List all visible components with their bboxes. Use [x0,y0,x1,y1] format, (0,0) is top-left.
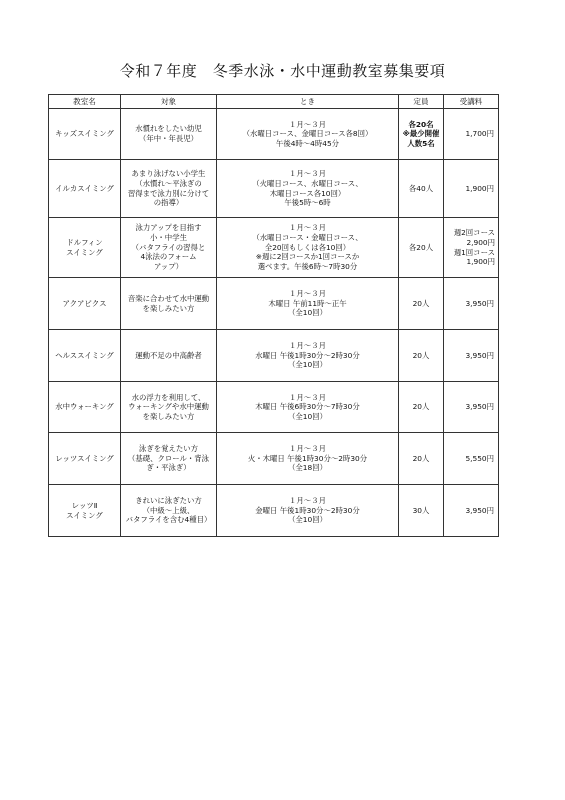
class-name-cell: 水中ウォーキング [49,382,121,433]
fee-cell: 1,700円 [444,109,499,160]
capacity-cell: 各20名 ※最少開催 人数5名 [399,109,444,160]
fee-cell: 3,950円 [444,485,499,537]
fee-cell: 3,950円 [444,382,499,433]
capacity-cell: 20人 [399,433,444,485]
fee-cell: 3,950円 [444,278,499,330]
target-cell: 音楽に合わせて水中運動 を楽しみたい方 [121,278,217,330]
class-name-cell: アクアビクス [49,278,121,330]
class-name-cell: ドルフィン スイミング [49,218,121,278]
table-row [49,218,499,278]
fee-cell: 週2回コース 2,900円 週1回コース 1,900円 [444,218,499,278]
header-class-name: 教室名 [49,95,121,109]
time-cell: １月～３月 火・木曜日 午後1時30分～2時30分 （全18回） [217,433,399,485]
capacity-cell: 各40人 [399,160,444,218]
target-cell: きれいに泳ぎたい方 （中級～上級、 バタフライを含む4種目） [121,485,217,537]
target-cell: 泳ぎを覚えたい方 （基礎、クロール・背泳 ぎ・平泳ぎ） [121,433,217,485]
page-title: 令和７年度 冬季水泳・水中運動教室募集要項 [119,62,446,80]
fee-cell: 5,550円 [444,433,499,485]
class-name-cell: イルカスイミング [49,160,121,218]
target-cell: 泳力アップを目指す 小・中学生 （バタフライの習得と 4泳法のフォーム アップ） [121,218,217,278]
time-cell: １月～３月 （水曜日コース・金曜日コース、 全20回もしくは各10回） ※週に2回コースか1回コースか 選べます。午後6時～7時30分 [217,218,399,278]
table-row [49,278,499,330]
target-cell: 水の浮力を利用して、 ウォーキングや水中運動 を楽しみたい方 [121,382,217,433]
capacity-cell: 30人 [399,485,444,537]
table-row [49,433,499,485]
class-name-cell: ヘルススイミング [49,330,121,382]
capacity-cell: 20人 [399,330,444,382]
class-name-cell: キッズスイミング [49,109,121,160]
capacity-cell: 各20人 [399,218,444,278]
class-name-cell: レッツⅡ スイミング [49,485,121,537]
time-cell: １月～３月 木曜日 午後6時30分～7時30分 （全10回） [217,382,399,433]
header-capacity: 定員 [399,95,444,109]
time-cell: １月～３月 木曜日 午前11時～正午 （全10回） [217,278,399,330]
fee-cell: 3,950円 [444,330,499,382]
capacity-cell: 20人 [399,382,444,433]
header-time: とき [217,95,399,109]
time-cell: １月～３月 金曜日 午後1時30分～2時30分 （全10回） [217,485,399,537]
table-row [49,160,499,218]
class-name-cell: レッツスイミング [49,433,121,485]
header-target: 対象 [121,95,217,109]
target-cell: 水慣れをしたい幼児 （年中・年長児） [121,109,217,160]
target-cell: 運動不足の中高齢者 [121,330,217,382]
target-cell: あまり泳げない小学生 （水慣れ～平泳ぎの 習得まで泳力別に分けて の指導） [121,160,217,218]
table-row [49,485,499,537]
capacity-cell: 20人 [399,278,444,330]
table-row [49,330,499,382]
time-cell: １月～３月 （水曜日コース、金曜日コース各8回） 午後4時～4時45分 [217,109,399,160]
time-cell: １月～３月 水曜日 午後1時30分～2時30分 （全10回） [217,330,399,382]
table-row [49,382,499,433]
table-header-row [49,95,499,109]
header-fee: 受講料 [444,95,499,109]
table-row [49,109,499,160]
time-cell: １月～３月 （火曜日コース、水曜日コース、 木曜日コース各10回） 午後5時～6時 [217,160,399,218]
fee-cell: 1,900円 [444,160,499,218]
class-recruitment-table [48,94,499,537]
